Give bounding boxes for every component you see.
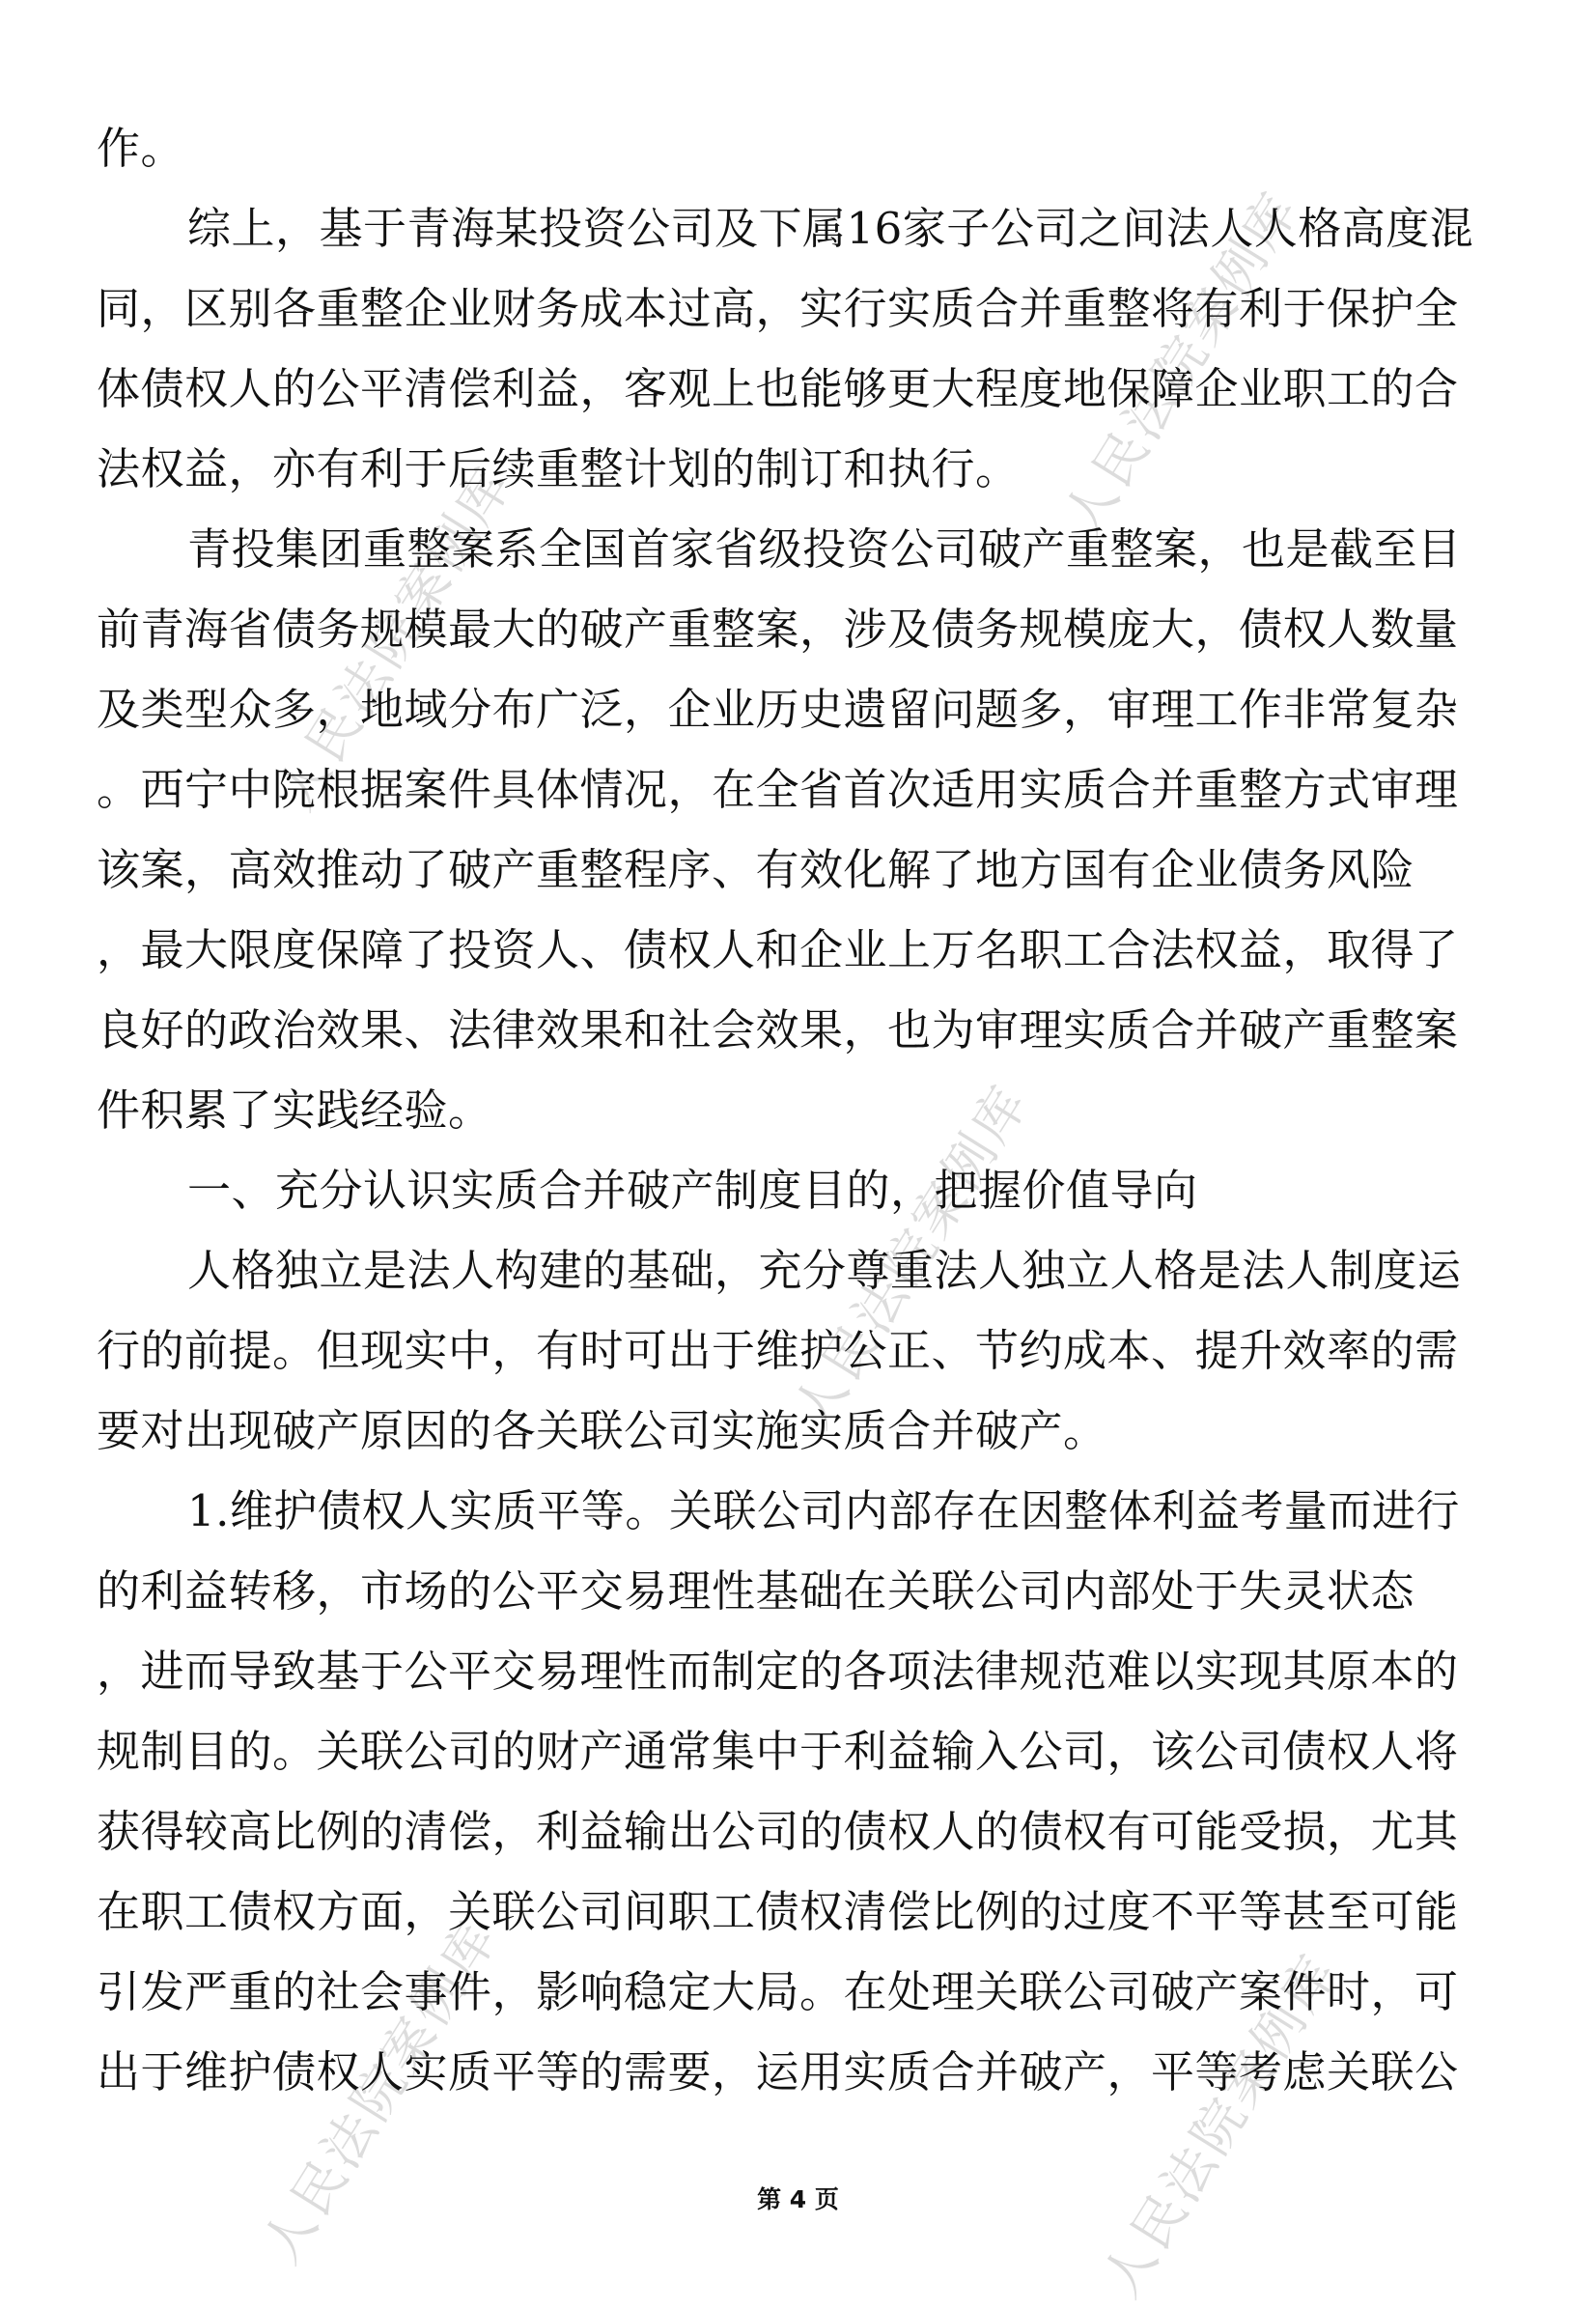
text-line: 及类型众多，地域分布广泛，企业历史遗留问题多，审理工作非常复杂 <box>97 684 1459 735</box>
text-line: 要对出现破产原因的各关联公司实施实质合并破产。 <box>97 1405 1107 1456</box>
text-line: ，最大限度保障了投资人、债权人和企业上万名职工合法权益，取得了 <box>97 924 1459 975</box>
text-line: 前青海省债务规模最大的破产重整案，涉及债务规模庞大，债权人数量 <box>97 604 1459 655</box>
text-line: 。西宁中院根据案件具体情况，在全省首次适用实质合并重整方式审理 <box>97 764 1459 815</box>
watermark-5: 人民法院案例库 <box>1090 1942 1350 2308</box>
body-text <box>97 108 1487 2112</box>
text-line: 引发严重的社会事件，影响稳定大局。在处理关联公司破产案件时，可 <box>97 1966 1459 2017</box>
watermark-1: 人民法院案例库 <box>265 455 524 821</box>
page-number: 第 4 页 <box>757 2185 839 2213</box>
text-line: 的利益转移，市场的公平交易理性基础在关联公司内部处于失灵状态 <box>97 1565 1415 1617</box>
text-line: 法权益，亦有利于后续重整计划的制订和执行。 <box>97 443 1020 494</box>
text-line: 良好的政治效果、法律效果和社会效果，也为审理实质合并破产重整案 <box>97 1004 1459 1056</box>
watermark-4: 人民法院案例库 <box>250 1908 510 2274</box>
text-line: 作。 <box>97 123 185 174</box>
text-line: 获得较高比例的清偿，利益输出公司的债权人的债权有可能受损，尤其 <box>97 1806 1459 1857</box>
text-line: 1.维护债权人实质平等。关联公司内部存在因整体利益考量而进行 <box>187 1485 1460 1536</box>
text-line: 体债权人的公平清偿利益，客观上也能够更大程度地保障企业职工的合 <box>97 363 1459 414</box>
text-line: ，进而导致基于公平交易理性而制定的各项法律规范难以实现其原本的 <box>97 1646 1459 1697</box>
watermark-2: 人民法院案例库 <box>1051 180 1311 546</box>
text-line: 青投集团重整案系全国首家省级投资公司破产重整案，也是截至目 <box>187 523 1462 575</box>
text-line: 行的前提。但现实中，有时可出于维护公正、节约成本、提升效率的需 <box>97 1325 1459 1376</box>
watermark-3: 人民法院案例库 <box>781 1073 1041 1439</box>
text-line: 一、充分认识实质合并破产制度目的，把握价值导向 <box>187 1165 1198 1216</box>
text-line: 人格独立是法人构建的基础，充分尊重法人独立人格是法人制度运 <box>187 1245 1462 1296</box>
text-line: 该案，高效推动了破产重整程序、有效化解了地方国有企业债务风险 <box>97 844 1415 895</box>
text-line: 出于维护债权人实质平等的需要，运用实质合并破产，平等考虑关联公 <box>97 2046 1459 2098</box>
text-line: 综上，基于青海某投资公司及下属16家子公司之间法人人格高度混 <box>187 203 1474 254</box>
text-line: 件积累了实践经验。 <box>97 1084 492 1136</box>
text-line: 在职工债权方面，关联公司间职工债权清偿比例的过度不平等甚至可能 <box>97 1886 1459 1937</box>
text-line: 规制目的。关联公司的财产通常集中于利益输入公司，该公司债权人将 <box>97 1726 1459 1777</box>
text-line: 同，区别各重整企业财务成本过高，实行实质合并重整将有利于保护全 <box>97 283 1459 334</box>
